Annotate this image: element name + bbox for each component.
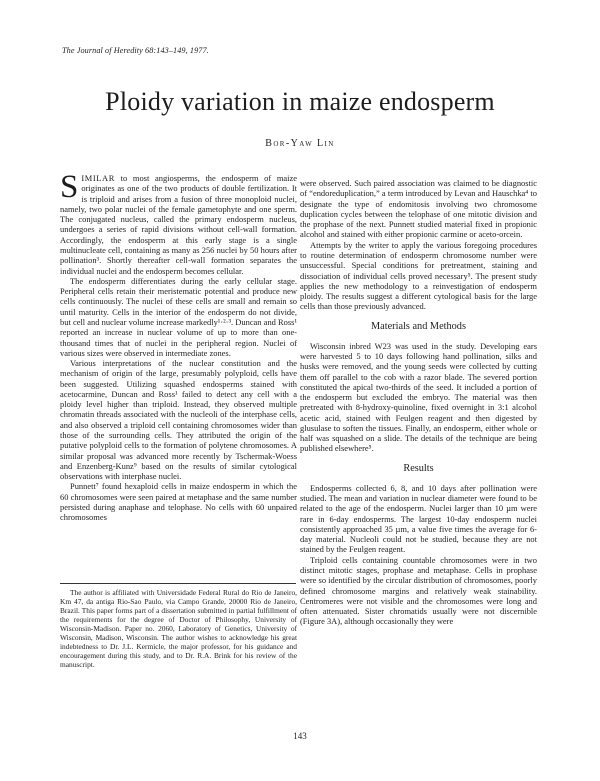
article-author: Bor-Yaw Lin [265, 138, 335, 149]
intro-text: to most angiosperms, the endosperm of maize originates as one of the two products of double fertilization. It is triploid and arises from a fusion of three monoploid nuclei, namely, two polar nuclei of the female gametophyte and one sperm. The conjugated nucleus, called the primary endosperm nucleus, undergoes a series of rapid divisions without cell-wall formation. Accordingly, the endosperm at this early stage is a single multinucleate cell, containing as many as 256 nuclei by 50 hours after pollination³. Shortly thereafter cell-wall formation separates the individual nuclei and the endosperm becomes cellular. [60, 173, 297, 276]
paragraph: were observed. Such paired association was claimed to be diagnostic of “endoreduplication,” a term introduced by Levan and Hauschka⁴ to designate the type of endomitosis involving two chromosome duplication cycles between the telophase of one mitotic division and the prophase of the next. Punnett studied material fixed in propionic alcohol and stained with either propionic carmine or aceto-orcein. [300, 178, 537, 240]
journal-citation: The Journal of Heredity 68:143–149, 1977. [62, 46, 209, 55]
footnote-divider [60, 583, 296, 584]
paragraph: Attempts by the writer to apply the various foregoing procedures to routine determination of endosperm chromosome number were unsuccessful. Special conditions for pretreatment, staining and dissociation of individual cells proved necessary⁵. The present study applies the new methodology to a reinvestigation of endosperm ploidy. The results suggest a different cytological basis for the large cells than those previously advanced. [300, 239, 537, 312]
page-number: 143 [293, 731, 307, 741]
paragraph: The endosperm differentiates during the early cellular stage. Peripheral cells retain their meristematic potential and produce new cells continuously. The nuclei of these cells are small and remain so until maturity. Cells in the interior of the endosperm do not divide, but cell and nuclear volume increase markedly¹·²·³. Duncan and Ross¹ reported an increase in nuclear volume of up to more than one-thousand times that of nuclei in the peripheral region. Nuclei of various sizes were observed in intermediate zones. [60, 275, 297, 358]
author-footnote: The author is affiliated with Universidade Federal Rural do Rio de Janeiro, Km 47, da antiga Rio-Sao Paulo, via Campo Grande, 20000 Rio de Janeiro, Brazil. This paper forms part of a dissertation submitted in partial fulfillment of the requirements for the degree of Doctor of Philosophy, University of Wisconsin-Madison. Paper no. 2060, Laboratory of Genetics, University of Wisconsin, Madison, Wisconsin. The author wishes to acknowledge his great indebtedness to Dr. J.L. Kermicle, the major professor, for his guidance and encouragement during this study, and to Dr. R.A. Brink for his review of the manuscript. [60, 588, 297, 670]
paragraph: Punnett⁷ found hexaploid cells in maize endosperm in which the 60 chromosomes were seen paired at metaphase and the same number persisted during anaphase and telophase. No cells with 60 unpaired chromosomes [60, 481, 297, 523]
section-heading-results: Results [403, 462, 434, 474]
intro-paragraph [60, 169, 297, 276]
right-column [300, 178, 537, 627]
paragraph: Endosperms collected 6, 8, and 10 days after pollination were studied. The mean and variation in nuclear diameter were found to be related to the age of the endosperm. Nuclei larger than 10 µm were rare in 6-day endosperms. The largest 10-day endosperm nuclei consistently approached 35 µm, a value five times the average for 6-day material. Nucleoli could not be studied, because they are not stained by the Feulgen reagent. [300, 482, 537, 555]
paragraph: Wisconsin inbred W23 was used in the study. Developing ears were harvested 5 to 10 days following hand pollination, silks and husks were removed, and the young seeds were collected by cutting them off parallel to the cob with a razor blade. The severed portion constituted the apical two-thirds of the seed. It included a portion of the endosperm but excluded the embryo. The material was then pretreated with 8-hydroxy-quinoline, fixed overnight in 3:1 alcohol acetic acid, stained with Feulgen reagent and then digested by glusulase to soften the tissues. Finally, an endosperm, either whole or half was squashed on a slide. The details of the technique are being published elsewhere⁵. [300, 340, 537, 454]
drop-cap: S [60, 169, 79, 205]
article-title: Ploidy variation in maize endosperm [105, 87, 495, 116]
paragraph: Various interpretations of the nuclear constitution and the mechanism of origin of the large, presumably polyploid, cells have been suggested. Utilizing squashed endosperms stained with acetocarmine, Duncan and Ross¹ failed to detect any cell with a ploidy level higher than triploid. Instead, they observed multiple chromatin threads associated with the nucleoli of the interphase cells, and also observed a triploid cell containing chromosomes wider than those of the surrounding cells. They attributed the origin of the putative polyploid cells to the formation of polytene chromosomes. A similar proposal was advanced more recently by Tschermak-Woess and Enzenberg-Kunz⁹ based on the results of similar cytological observations with interphase nuclei. [60, 358, 297, 482]
left-column [60, 169, 297, 523]
intro-lead-caps: IMILAR [81, 173, 115, 183]
paragraph: Triploid cells containing countable chromosomes were in two distinct mitotic stages, prophase and metaphase. Cells in prophase were so identified by the circular distribution of chromosomes, poorly defined chromosome margins and relatively weak stainability. Centromeres were not visible and the chromosomes were long and often attenuated. Sister chromatids usually were not discernible (Figure 3A), although occasionally they were [300, 554, 537, 627]
section-heading-methods: Materials and Methods [371, 320, 466, 332]
